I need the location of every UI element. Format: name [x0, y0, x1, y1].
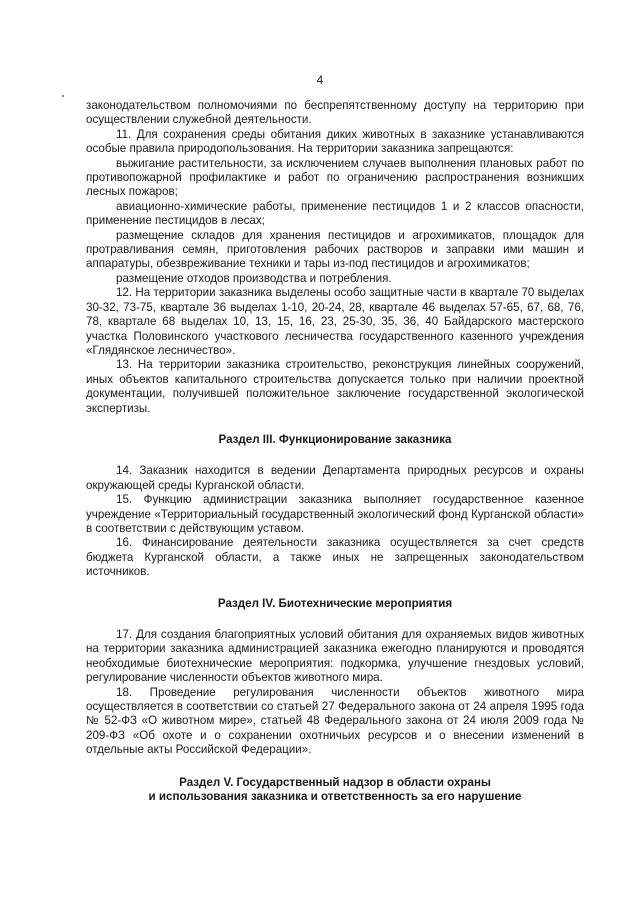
paragraph-11: 11. Для сохранения среды обитания диких животных в заказнике устанавливаются особые правила природопользования. На территории заказника запрещаются:	[86, 127, 584, 156]
paragraph-13: 13. На территории заказника строительство, реконструкция линейных сооружений, иных объектов капитального строительства допускается только при наличии проектной документации, получившей положительное заключение государственной экологической экспертизы.	[86, 358, 584, 415]
section-5-heading	[86, 776, 584, 805]
list-item: выжигание растительности, за исключением случаев выполнения плановых работ по противопожарной профилактике и работ по ограничению распространения возникших лесных пожаров;	[86, 156, 584, 199]
document-body	[86, 99, 584, 804]
scan-artifact	[62, 95, 64, 97]
paragraph-18: 18. Проведение регулирования численности объектов животного мира осуществляется в соответствии со статьей 27 Федерального закона от 24 апреля 1995 года № 52-ФЗ «О животном мире», статьей 48 Федерального закона от 24 июля 2009 года № 209-ФЗ «Об охоте и о сохранении охотничьих ресурсов и о внесении изменений в отдельные акты Российской Федерации».	[86, 685, 584, 757]
paragraph-17: 17. Для создания благоприятных условий обитания для охраняемых видов животных на территории заказника администрацией заказника ежегодно планируются и проводятся необходимые биотехнические мероприятия: подкормка, улучшение гнездовых условий, регулирование численности объектов животного мира.	[86, 628, 584, 685]
section-5-heading-line-2: и использования заказника и ответственность за его нарушение	[148, 790, 522, 804]
paragraph-15: 15. Функцию администрации заказника выполняет государственное казенное учреждение «Территориальный государственный экологический фонд Курганской области» в соответствии с действующим уставом.	[86, 493, 584, 535]
section-5-heading-line-1: Раздел V. Государственный надзор в области охраны	[179, 775, 491, 789]
page-number: 4	[316, 73, 324, 87]
paragraph-14: 14. Заказник находится в ведении Департамента природных ресурсов и охраны окружающей среды Курганской области.	[86, 464, 584, 492]
list-item: размещение складов для хранения пестицидов и агрохимикатов, площадок для протравливания семян, приготовления рабочих растворов и заправки ими машин и аппаратуры, обезвреживание техники и тары из-под пестицидов и агрохимикатов;	[86, 228, 584, 271]
list-item: размещение отходов производства и потребления.	[116, 271, 392, 285]
paragraph-intro-continuation: законодательством полномочиями по беспрепятственному доступу на территорию при осуществлении служебной деятельности.	[86, 99, 584, 127]
paragraph-12: 12. На территории заказника выделены особо защитные части в квартале 70 выделах 30-32, 73-75, квартале 36 выделах 1-10, 20-24, 28, квартале 46 выделах 57-65, 67, 68, 76, 78, квартале 68 выделах 10, 13, 15, 16, 23, 25-30, 35, 36, 40 Байдарского мастерского участка Половинского участкового лесничества государственного казенного учреждения «Глядянское лесничество».	[86, 286, 584, 357]
paragraph-16: 16. Финансирование деятельности заказника осуществляется за счет средств бюджета Курганской области, а также иных не запрещенных законодательством источников.	[86, 536, 584, 579]
list-item: авиационно-химические работы, применение пестицидов 1 и 2 классов опасности, применение пестицидов в лесах;	[86, 199, 584, 228]
section-4-heading: Раздел IV. Биотехнические мероприятия	[217, 596, 453, 610]
section-3-heading: Раздел III. Функционирование заказника	[218, 432, 452, 446]
